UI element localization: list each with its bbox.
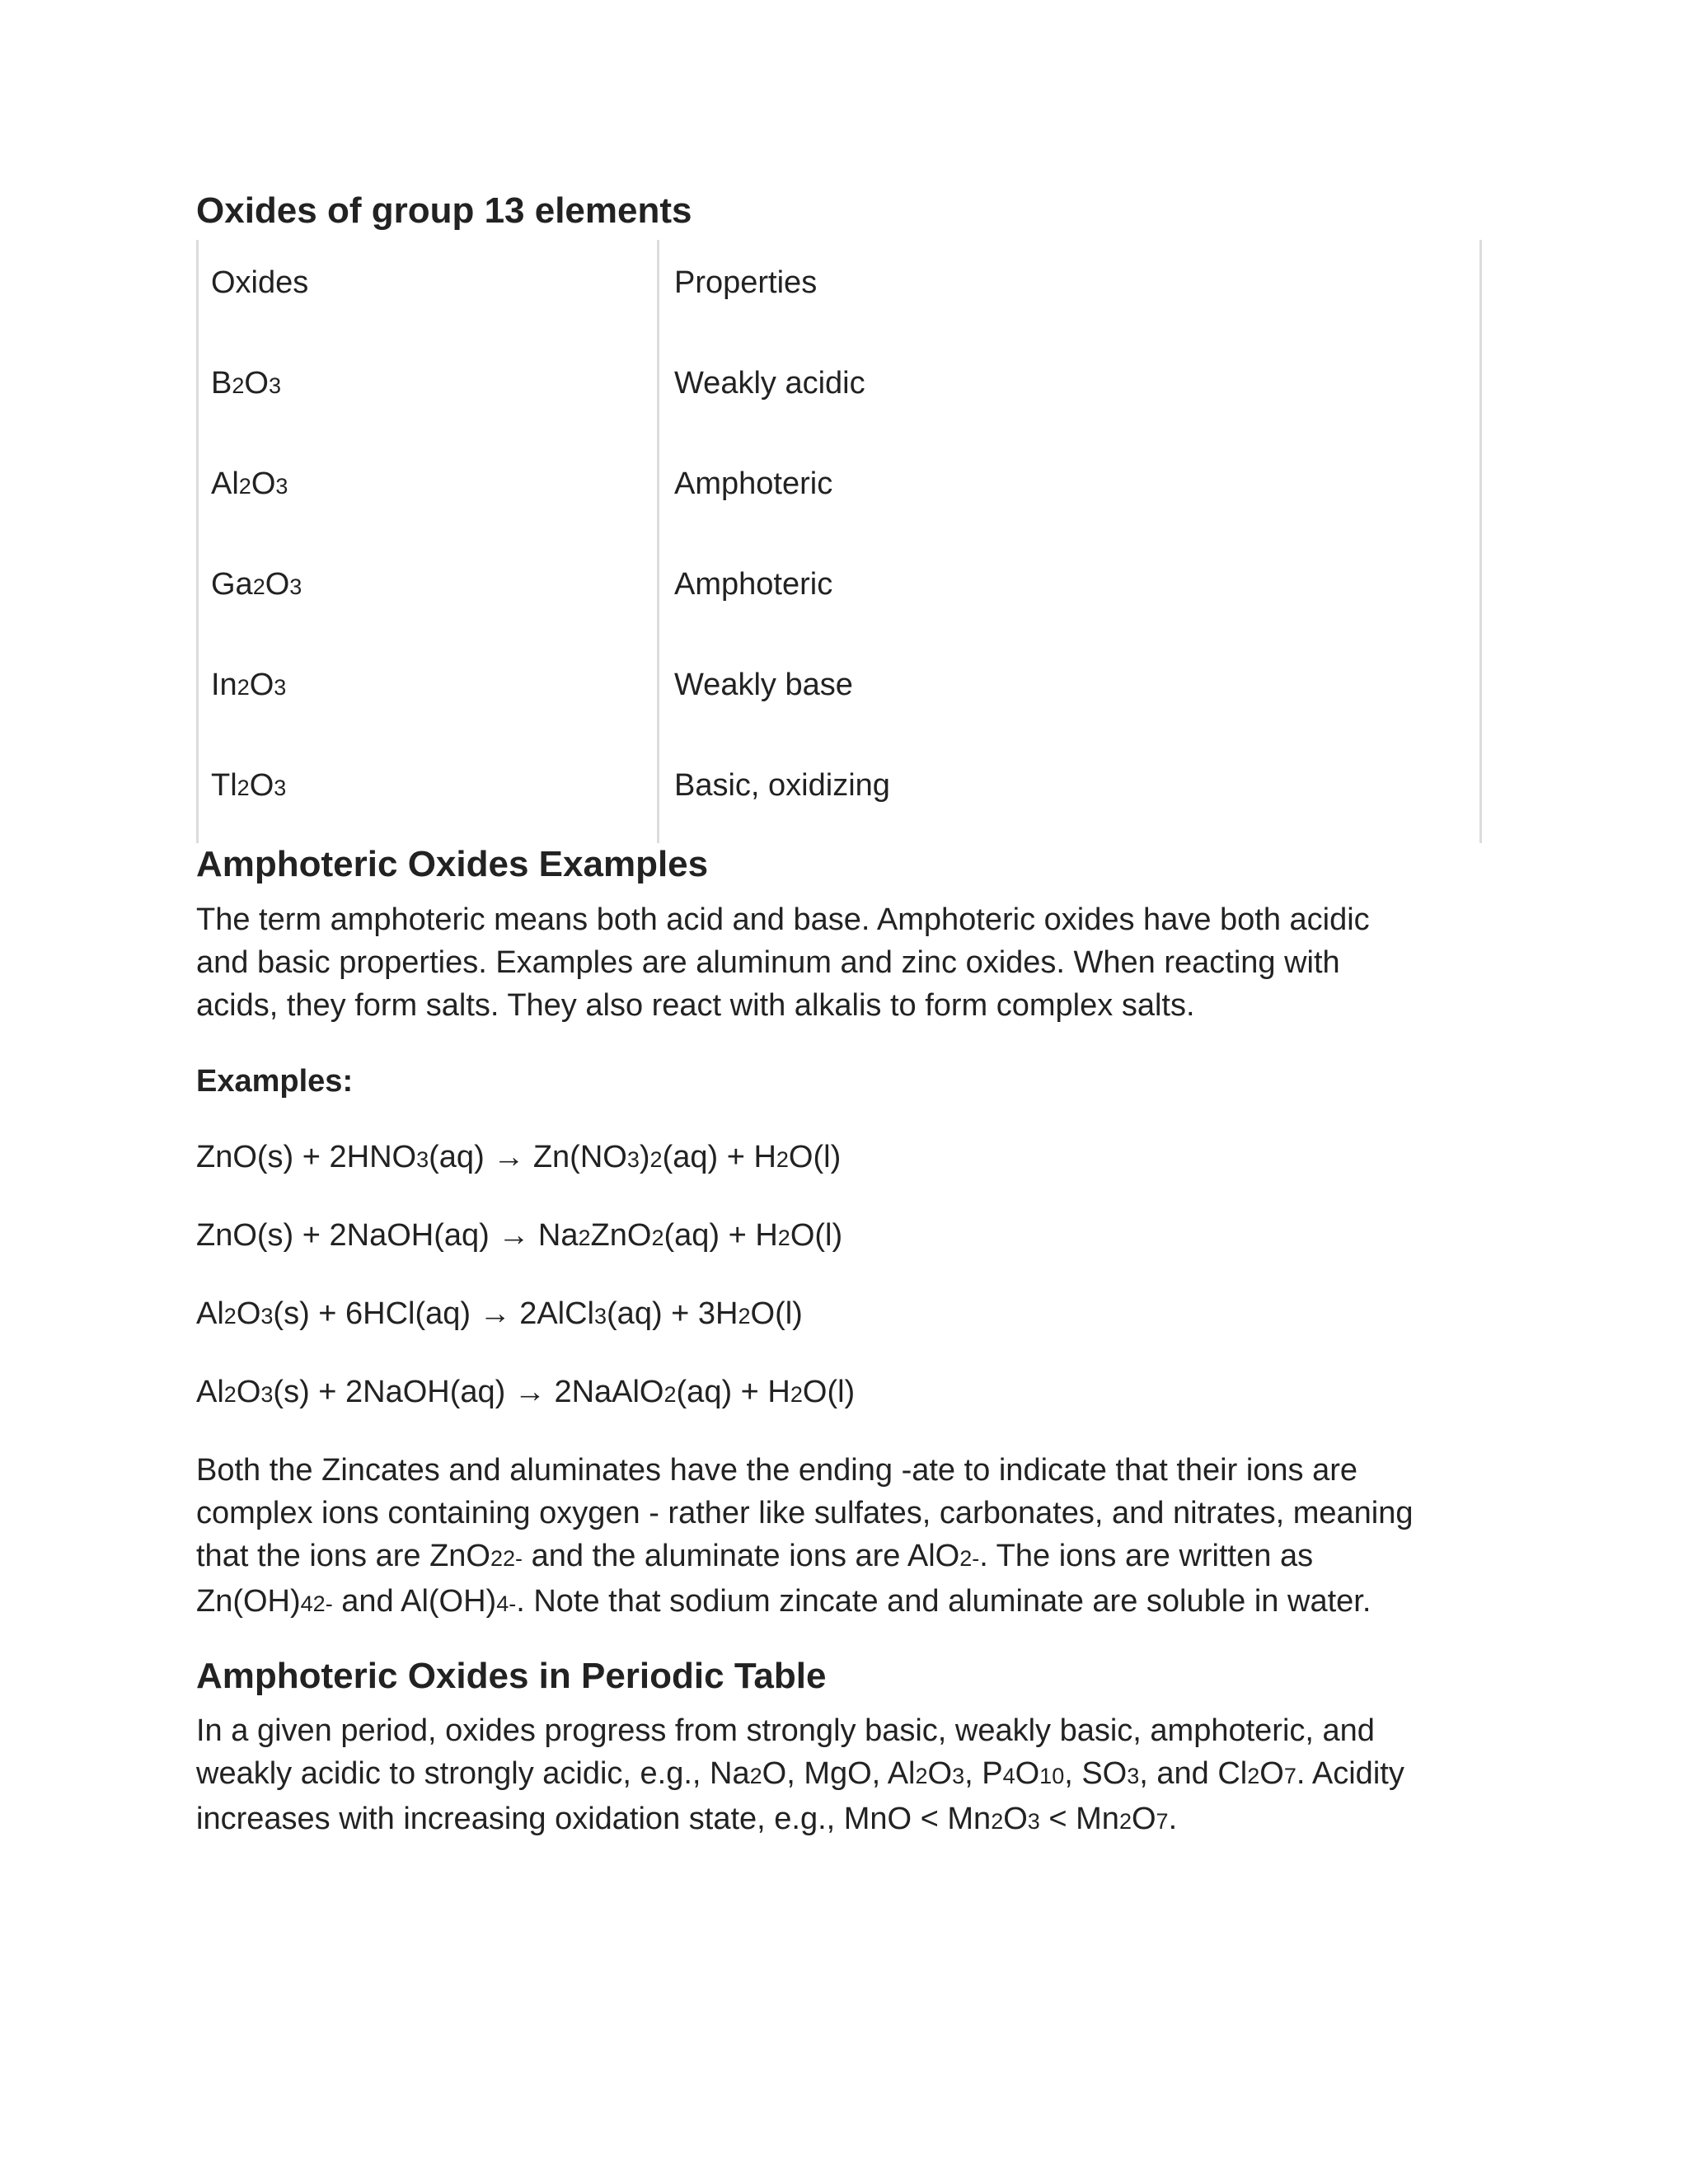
examples-label: Examples: [196,1063,354,1099]
section-title-amphoteric-examples: Amphoteric Oxides Examples [196,843,709,884]
table-row [196,660,1482,710]
intro-paragraph [196,898,1482,1027]
table-row [196,459,1482,509]
equation: Al2O3(s) + 2NaOH(aq) → 2NaAlO2(aq) + H2O(l) [196,1374,856,1409]
table-border-right [1479,240,1482,843]
table-row [196,359,1482,408]
paragraph-line: acids, they form salts. They also react with alkalis to form complex salts. [196,987,1195,1023]
document-page [196,190,1482,1843]
oxide-property: Basic, oxidizing [674,767,890,803]
oxide-property: Weakly base [674,667,853,702]
paragraph-line: that the ions are ZnO22- and the aluminate ions are AlO2-. The ions are written as [196,1538,1314,1573]
paragraph-line: Zn(OH)42- and Al(OH)4-. Note that sodium zincate and aluminate are soluble in water. [196,1583,1372,1619]
oxides-table [196,240,1482,843]
table-header-row [196,258,1482,307]
paragraph-line: and basic properties. Examples are aluminum and zinc oxides. When reacting with [196,944,1340,980]
equation: Al2O3(s) + 6HCl(aq) → 2AlCl3(aq) + 3H2O(l) [196,1296,803,1331]
oxide-formula: B2O3 [211,365,281,401]
table-border-left [196,240,199,843]
equation: ZnO(s) + 2NaOH(aq) → Na2ZnO2(aq) + H2O(l) [196,1217,843,1253]
table-border-middle [657,240,659,843]
paragraph-line: increases with increasing oxidation state, e.g., MnO < Mn2O3 < Mn2O7. [196,1802,1178,1837]
oxide-property: Weakly acidic [674,365,865,401]
oxide-property: Amphoteric [674,466,833,501]
table-row [196,761,1482,810]
oxide-formula: In2O3 [211,667,287,702]
oxide-formula: Ga2O3 [211,566,302,602]
paragraph-line: Both the Zincates and aluminates have the ending -ate to indicate that their ions are [196,1452,1358,1488]
table-row [196,560,1482,609]
zincate-paragraph [196,1449,1482,1625]
periodic-paragraph [196,1709,1482,1843]
oxide-formula: Al2O3 [211,466,288,501]
paragraph-line: In a given period, oxides progress from strongly basic, weakly basic, amphoteric, and [196,1713,1375,1749]
paragraph-line: The term amphoteric means both acid and base. Amphoteric oxides have both acidic [196,902,1370,937]
oxide-formula: Tl2O3 [211,767,287,803]
paragraph-line: weakly acidic to strongly acidic, e.g., Na2O, MgO, Al2O3, P4O10, SO3, and Cl2O7. Acidity [196,1756,1404,1792]
section-title-periodic-table: Amphoteric Oxides in Periodic Table [196,1655,827,1696]
header-oxides: Oxides [211,265,309,300]
equation: ZnO(s) + 2HNO3(aq) → Zn(NO3)2(aq) + H2O(l) [196,1139,842,1174]
header-properties: Properties [674,265,818,300]
oxide-property: Amphoteric [674,566,833,602]
paragraph-line: complex ions containing oxygen - rather like sulfates, carbonates, and nitrates, meaning [196,1495,1414,1530]
section-title-oxides: Oxides of group 13 elements [196,190,692,231]
